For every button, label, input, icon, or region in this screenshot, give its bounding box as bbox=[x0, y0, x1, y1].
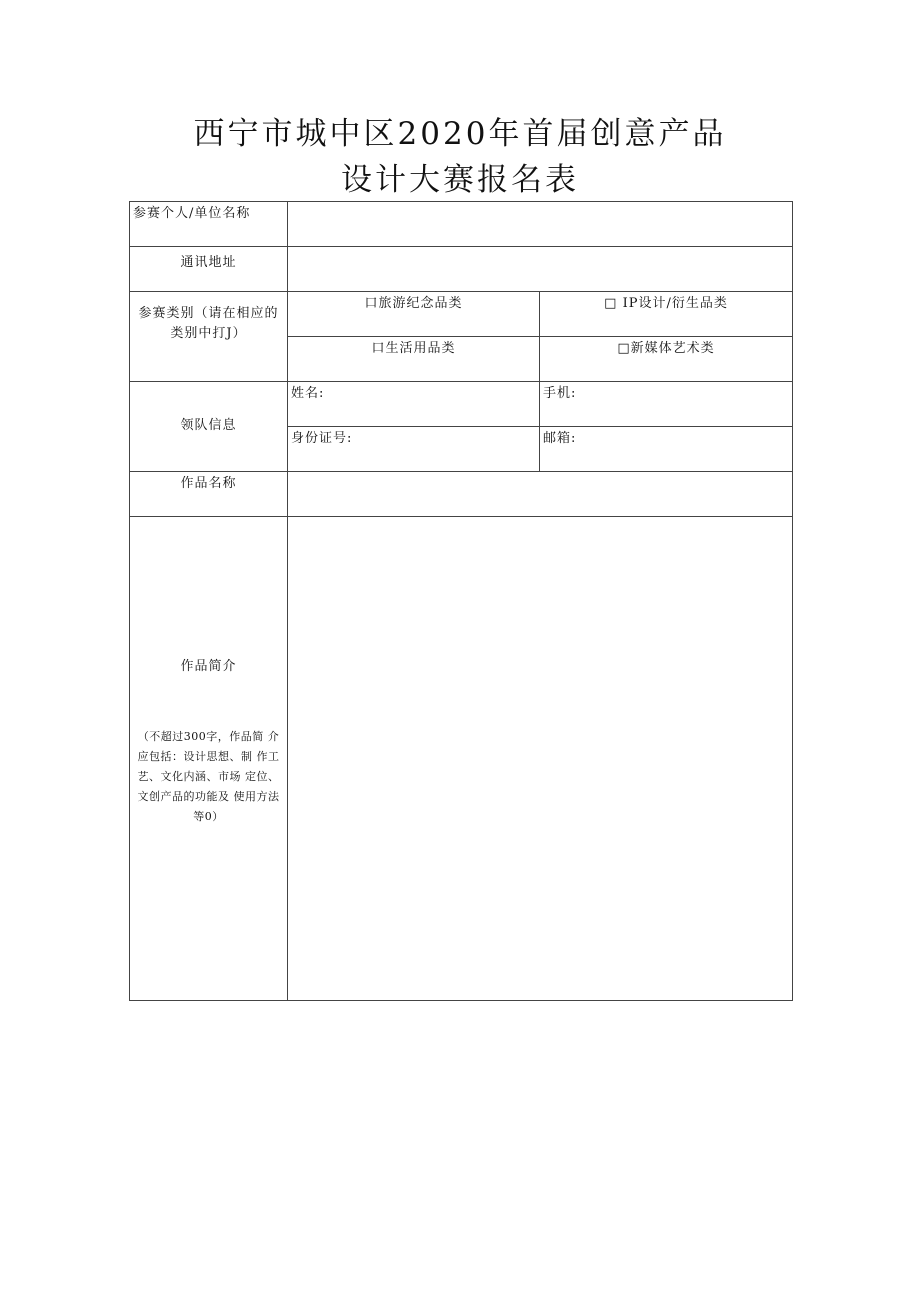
leader-email-field[interactable]: 邮箱: bbox=[540, 427, 793, 472]
work-intro-note: （不超过300字，作品简 介应包括：设计思想、制 作工艺、文化内涵、市场 定位、文创产品的功能及 使用方法等0） bbox=[137, 730, 280, 823]
form-title-line2: 设计大赛报名表 bbox=[341, 162, 579, 198]
leader-phone-field[interactable]: 手机: bbox=[540, 382, 793, 427]
category-row-1 bbox=[130, 292, 793, 337]
work-intro-input-cell[interactable] bbox=[288, 517, 793, 1001]
participant-input-cell[interactable] bbox=[288, 202, 793, 247]
work-name-row bbox=[130, 472, 793, 517]
leader-info-label: 领队信息 bbox=[130, 382, 288, 472]
address-input-cell[interactable] bbox=[288, 247, 793, 292]
participant-label: 参赛个人/单位名称 bbox=[130, 202, 288, 247]
work-intro-label: 作品简介 bbox=[180, 659, 237, 674]
registration-form-table bbox=[129, 201, 793, 1001]
address-row bbox=[130, 247, 793, 292]
work-intro-label-cell bbox=[130, 517, 288, 1001]
category-option-new-media[interactable]: □新媒体艺术类 bbox=[540, 337, 793, 382]
leader-name-field[interactable]: 姓名: bbox=[288, 382, 540, 427]
leader-row-1 bbox=[130, 382, 793, 427]
address-label: 通讯地址 bbox=[130, 247, 288, 292]
work-name-label: 作品名称 bbox=[130, 472, 288, 517]
work-name-input-cell[interactable] bbox=[288, 472, 793, 517]
form-title-line1: 西宁市城中区2020年首届创意产品 bbox=[193, 116, 727, 152]
category-option-tourism[interactable]: 口旅游纪念品类 bbox=[288, 292, 540, 337]
participant-row bbox=[130, 202, 793, 247]
category-option-daily-goods[interactable]: 口生活用品类 bbox=[288, 337, 540, 382]
work-intro-row bbox=[130, 517, 793, 1001]
leader-id-field[interactable]: 身份证号: bbox=[288, 427, 540, 472]
category-label: 参赛类别（请在相应的类别中打J） bbox=[130, 292, 288, 382]
category-option-ip-design[interactable]: □ IP设计/衍生品类 bbox=[540, 292, 793, 337]
